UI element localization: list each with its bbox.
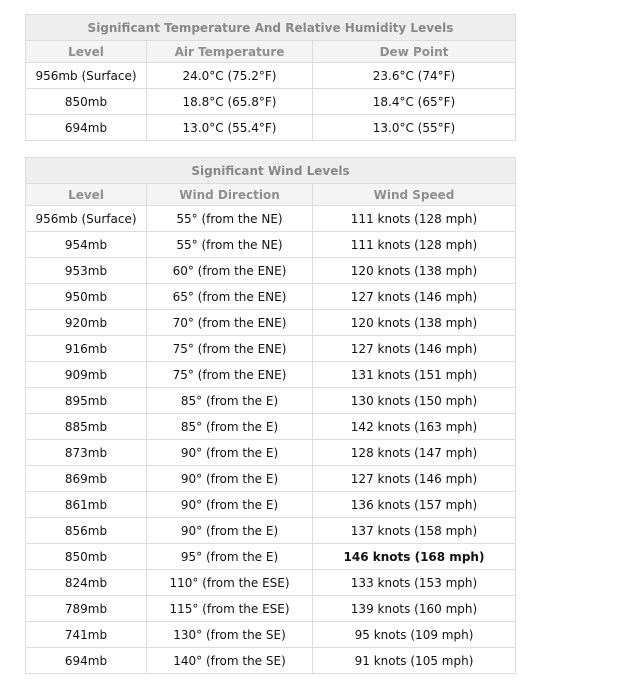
level-cell: 789mb xyxy=(26,596,147,622)
level-cell: 895mb xyxy=(26,388,147,414)
table-row xyxy=(26,492,516,518)
level-cell: 909mb xyxy=(26,362,147,388)
column-header-level: Level xyxy=(26,184,147,206)
wind-speed-cell: 95 knots (109 mph) xyxy=(313,622,516,648)
wind-direction-cell: 55° (from the NE) xyxy=(147,206,313,232)
wind-speed-cell: 91 knots (105 mph) xyxy=(313,648,516,674)
level-cell: 916mb xyxy=(26,336,147,362)
level-cell: 861mb xyxy=(26,492,147,518)
table-header-row xyxy=(26,184,516,206)
column-header-level: Level xyxy=(26,41,147,63)
table-title-row xyxy=(26,15,516,41)
wind-speed-cell: 127 knots (146 mph) xyxy=(313,336,516,362)
table-header-row xyxy=(26,41,516,63)
level-cell: 920mb xyxy=(26,310,147,336)
table-row xyxy=(26,362,516,388)
level-cell: 741mb xyxy=(26,622,147,648)
wind-levels-table xyxy=(25,157,516,674)
dew-point-cell: 13.0°C (55°F) xyxy=(313,115,516,141)
table-row xyxy=(26,414,516,440)
column-header-air-temperature: Air Temperature xyxy=(147,41,313,63)
wind-direction-cell: 85° (from the E) xyxy=(147,414,313,440)
table-title: Significant Wind Levels xyxy=(26,158,516,184)
level-cell: 956mb (Surface) xyxy=(26,206,147,232)
table-row xyxy=(26,518,516,544)
wind-direction-cell: 85° (from the E) xyxy=(147,388,313,414)
level-cell: 694mb xyxy=(26,115,147,141)
wind-speed-cell: 120 knots (138 mph) xyxy=(313,258,516,284)
wind-speed-cell: 131 knots (151 mph) xyxy=(313,362,516,388)
table-row xyxy=(26,258,516,284)
wind-direction-cell: 55° (from the NE) xyxy=(147,232,313,258)
table-row xyxy=(26,63,516,89)
level-cell: 850mb xyxy=(26,544,147,570)
level-cell: 956mb (Surface) xyxy=(26,63,147,89)
table-row xyxy=(26,570,516,596)
table-row xyxy=(26,544,516,570)
level-cell: 954mb xyxy=(26,232,147,258)
table-row xyxy=(26,596,516,622)
level-cell: 950mb xyxy=(26,284,147,310)
table-row xyxy=(26,336,516,362)
wind-speed-cell: 130 knots (150 mph) xyxy=(313,388,516,414)
wind-direction-cell: 75° (from the ENE) xyxy=(147,362,313,388)
wind-speed-cell: 136 knots (157 mph) xyxy=(313,492,516,518)
wind-speed-cell: 139 knots (160 mph) xyxy=(313,596,516,622)
wind-speed-cell: 127 knots (146 mph) xyxy=(313,284,516,310)
wind-speed-cell: 127 knots (146 mph) xyxy=(313,466,516,492)
table-row xyxy=(26,284,516,310)
level-cell: 869mb xyxy=(26,466,147,492)
wind-direction-cell: 90° (from the E) xyxy=(147,440,313,466)
table-title: Significant Temperature And Relative Humidity Levels xyxy=(26,15,516,41)
table-row xyxy=(26,89,516,115)
wind-speed-cell: 120 knots (138 mph) xyxy=(313,310,516,336)
wind-direction-cell: 115° (from the ESE) xyxy=(147,596,313,622)
wind-speed-cell: 128 knots (147 mph) xyxy=(313,440,516,466)
level-cell: 850mb xyxy=(26,89,147,115)
level-cell: 873mb xyxy=(26,440,147,466)
wind-direction-cell: 90° (from the E) xyxy=(147,518,313,544)
dew-point-cell: 23.6°C (74°F) xyxy=(313,63,516,89)
table-row xyxy=(26,388,516,414)
air-temperature-cell: 18.8°C (65.8°F) xyxy=(147,89,313,115)
dew-point-cell: 18.4°C (65°F) xyxy=(313,89,516,115)
temperature-humidity-table xyxy=(25,14,516,141)
wind-speed-cell: 146 knots (168 mph) xyxy=(313,544,516,570)
column-header-wind-speed: Wind Speed xyxy=(313,184,516,206)
table-row xyxy=(26,622,516,648)
level-cell: 885mb xyxy=(26,414,147,440)
level-cell: 824mb xyxy=(26,570,147,596)
wind-speed-cell: 111 knots (128 mph) xyxy=(313,232,516,258)
level-cell: 953mb xyxy=(26,258,147,284)
air-temperature-cell: 13.0°C (55.4°F) xyxy=(147,115,313,141)
table-row xyxy=(26,115,516,141)
wind-direction-cell: 130° (from the SE) xyxy=(147,622,313,648)
wind-speed-cell: 137 knots (158 mph) xyxy=(313,518,516,544)
wind-speed-cell: 142 knots (163 mph) xyxy=(313,414,516,440)
table-title-row xyxy=(26,158,516,184)
level-cell: 694mb xyxy=(26,648,147,674)
air-temperature-cell: 24.0°C (75.2°F) xyxy=(147,63,313,89)
level-cell: 856mb xyxy=(26,518,147,544)
wind-direction-cell: 90° (from the E) xyxy=(147,466,313,492)
table-row xyxy=(26,232,516,258)
wind-direction-cell: 140° (from the SE) xyxy=(147,648,313,674)
wind-direction-cell: 110° (from the ESE) xyxy=(147,570,313,596)
wind-speed-cell: 111 knots (128 mph) xyxy=(313,206,516,232)
table-row xyxy=(26,648,516,674)
table-row xyxy=(26,440,516,466)
wind-direction-cell: 90° (from the E) xyxy=(147,492,313,518)
table-row xyxy=(26,310,516,336)
wind-direction-cell: 60° (from the ENE) xyxy=(147,258,313,284)
table-row xyxy=(26,466,516,492)
wind-direction-cell: 95° (from the E) xyxy=(147,544,313,570)
wind-direction-cell: 70° (from the ENE) xyxy=(147,310,313,336)
wind-direction-cell: 75° (from the ENE) xyxy=(147,336,313,362)
wind-direction-cell: 65° (from the ENE) xyxy=(147,284,313,310)
wind-speed-cell: 133 knots (153 mph) xyxy=(313,570,516,596)
column-header-wind-direction: Wind Direction xyxy=(147,184,313,206)
table-row xyxy=(26,206,516,232)
column-header-dew-point: Dew Point xyxy=(313,41,516,63)
